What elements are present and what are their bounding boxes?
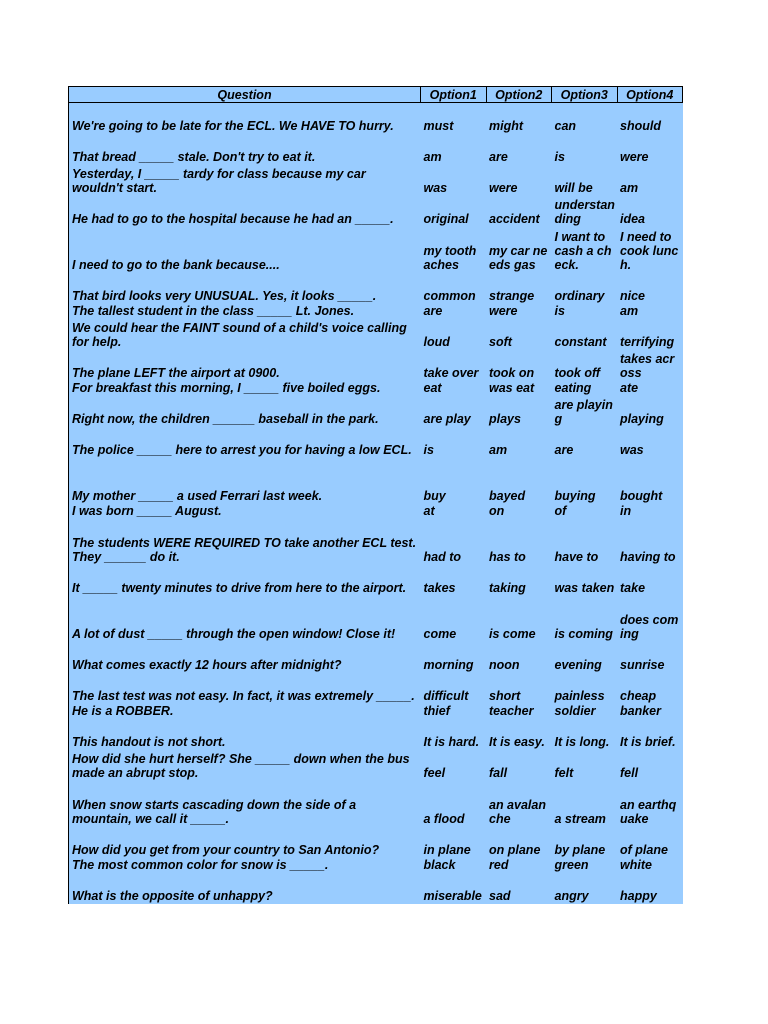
option2-cell: might (486, 103, 552, 134)
option2-cell: on (486, 504, 552, 519)
option2-cell: were (486, 165, 552, 196)
option1-cell: eat (421, 381, 487, 396)
option2-cell: on plane (486, 827, 552, 858)
option1-cell: must (421, 103, 487, 134)
option4-cell: white (617, 858, 683, 873)
option3-cell: ordinary (552, 273, 618, 304)
option4-cell: were (617, 134, 683, 165)
option4-cell: am (617, 165, 683, 196)
option2-cell: red (486, 858, 552, 873)
table-row (69, 873, 683, 904)
option1-cell: morning (421, 642, 487, 673)
question-cell: It _____ twenty minutes to drive from here to the airport. (69, 565, 421, 596)
option3-cell: have to (552, 519, 618, 565)
question-table (68, 86, 683, 904)
table-row (69, 781, 683, 827)
question-cell: Yesterday, I _____ tardy for class because my car wouldn't start. (69, 165, 421, 196)
header-row (69, 87, 683, 103)
question-cell: What is the opposite of unhappy? (69, 873, 421, 904)
option3-cell: I want to cash a check. (552, 227, 618, 273)
table-row (69, 827, 683, 858)
option1-cell: my tooth aches (421, 227, 487, 273)
option4-cell: banker (617, 704, 683, 719)
table-row (69, 673, 683, 704)
option1-cell: loud (421, 319, 487, 350)
question-cell: The plane LEFT the airport at 0900. (69, 350, 421, 381)
option3-cell: constant (552, 319, 618, 350)
option3-cell: are playing (552, 396, 618, 427)
option2-cell: am (486, 427, 552, 458)
option2-cell: noon (486, 642, 552, 673)
table-row (69, 134, 683, 165)
question-cell: How did she hurt herself? She _____ down when the bus made an abrupt stop. (69, 750, 421, 781)
table-row (69, 519, 683, 565)
option2-cell: an avalanche (486, 781, 552, 827)
option2-cell: taking (486, 565, 552, 596)
question-cell: We're going to be late for the ECL. We HAVE TO hurry. (69, 103, 421, 134)
option4-cell: having to (617, 519, 683, 565)
option1-cell: buy (421, 458, 487, 504)
option2-cell: strange (486, 273, 552, 304)
option3-cell: It is long. (552, 719, 618, 750)
table-row (69, 304, 683, 319)
question-cell: The police _____ here to arrest you for having a low ECL. (69, 427, 421, 458)
table-row (69, 273, 683, 304)
question-cell: How did you get from your country to San Antonio? (69, 827, 421, 858)
option4-cell: It is brief. (617, 719, 683, 750)
option4-cell: takes across (617, 350, 683, 381)
table-row (69, 227, 683, 273)
option1-cell: is (421, 427, 487, 458)
option1-cell: are (421, 304, 487, 319)
option4-cell: an earthquake (617, 781, 683, 827)
option1-cell: was (421, 165, 487, 196)
option3-cell: are (552, 427, 618, 458)
table-row (69, 381, 683, 396)
option3-cell: of (552, 504, 618, 519)
option4-cell: was (617, 427, 683, 458)
option4-cell: idea (617, 196, 683, 227)
option2-cell: fall (486, 750, 552, 781)
option2-cell: my car needs gas (486, 227, 552, 273)
option3-cell: evening (552, 642, 618, 673)
option2-cell: were (486, 304, 552, 319)
table-row (69, 642, 683, 673)
option3-cell: understanding (552, 196, 618, 227)
option2-cell: sad (486, 873, 552, 904)
option1-cell: at (421, 504, 487, 519)
question-cell: A lot of dust _____ through the open window! Close it! (69, 596, 421, 642)
option3-cell: felt (552, 750, 618, 781)
question-cell: I need to go to the bank because.... (69, 227, 421, 273)
option3-cell: green (552, 858, 618, 873)
option3-cell: a stream (552, 781, 618, 827)
option3-cell: was taken (552, 565, 618, 596)
option4-cell: in (617, 504, 683, 519)
option1-cell: It is hard. (421, 719, 487, 750)
table-row (69, 396, 683, 427)
option4-cell: sunrise (617, 642, 683, 673)
table-row (69, 196, 683, 227)
option1-cell: takes (421, 565, 487, 596)
option1-cell: had to (421, 519, 487, 565)
header-option4: Option4 (617, 87, 683, 103)
option1-cell: in plane (421, 827, 487, 858)
question-cell: I was born _____ August. (69, 504, 421, 519)
option2-cell: was eat (486, 381, 552, 396)
table-row (69, 750, 683, 781)
option1-cell: am (421, 134, 487, 165)
header-question: Question (69, 87, 421, 103)
option4-cell: playing (617, 396, 683, 427)
table-row (69, 319, 683, 350)
option3-cell: will be (552, 165, 618, 196)
table-row (69, 565, 683, 596)
option3-cell: angry (552, 873, 618, 904)
option2-cell: has to (486, 519, 552, 565)
option2-cell: bayed (486, 458, 552, 504)
option2-cell: soft (486, 319, 552, 350)
option3-cell: buying (552, 458, 618, 504)
header-option3: Option3 (552, 87, 618, 103)
question-cell: That bread _____ stale. Don't try to eat it. (69, 134, 421, 165)
option1-cell: thief (421, 704, 487, 719)
option4-cell: of plane (617, 827, 683, 858)
table-row (69, 103, 683, 134)
option1-cell: miserable (421, 873, 487, 904)
option3-cell: is coming (552, 596, 618, 642)
question-cell: This handout is not short. (69, 719, 421, 750)
table-row (69, 458, 683, 504)
option4-cell: take (617, 565, 683, 596)
table-row (69, 858, 683, 873)
option3-cell: soldier (552, 704, 618, 719)
option4-cell: should (617, 103, 683, 134)
option3-cell: took off (552, 350, 618, 381)
option3-cell: is (552, 304, 618, 319)
option2-cell: accident (486, 196, 552, 227)
option4-cell: happy (617, 873, 683, 904)
option3-cell: eating (552, 381, 618, 396)
option3-cell: painless (552, 673, 618, 704)
header-option1: Option1 (421, 87, 487, 103)
table-row (69, 704, 683, 719)
option4-cell: cheap (617, 673, 683, 704)
option1-cell: black (421, 858, 487, 873)
option1-cell: feel (421, 750, 487, 781)
question-cell: Right now, the children ______ baseball in the park. (69, 396, 421, 427)
option4-cell: bought (617, 458, 683, 504)
option3-cell: by plane (552, 827, 618, 858)
question-cell: My mother _____ a used Ferrari last week. (69, 458, 421, 504)
question-cell: He is a ROBBER. (69, 704, 421, 719)
option1-cell: come (421, 596, 487, 642)
option4-cell: terrifying (617, 319, 683, 350)
option1-cell: difficult (421, 673, 487, 704)
table-row (69, 596, 683, 642)
question-cell: The students WERE REQUIRED TO take another ECL test. They ______ do it. (69, 519, 421, 565)
table-row (69, 504, 683, 519)
option1-cell: take over (421, 350, 487, 381)
question-cell: The most common color for snow is _____. (69, 858, 421, 873)
table-row (69, 350, 683, 381)
option3-cell: can (552, 103, 618, 134)
option4-cell: nice (617, 273, 683, 304)
option1-cell: common (421, 273, 487, 304)
question-cell: We could hear the FAINT sound of a child's voice calling for help. (69, 319, 421, 350)
option4-cell: I need to cook lunch. (617, 227, 683, 273)
table-row (69, 165, 683, 196)
option3-cell: is (552, 134, 618, 165)
option2-cell: It is easy. (486, 719, 552, 750)
question-cell: What comes exactly 12 hours after midnight? (69, 642, 421, 673)
option4-cell: fell (617, 750, 683, 781)
option2-cell: teacher (486, 704, 552, 719)
header-option2: Option2 (486, 87, 552, 103)
option2-cell: short (486, 673, 552, 704)
table-row (69, 427, 683, 458)
question-cell: When snow starts cascading down the side of a mountain, we call it _____. (69, 781, 421, 827)
option4-cell: ate (617, 381, 683, 396)
question-cell: For breakfast this morning, I _____ five boiled eggs. (69, 381, 421, 396)
question-cell: That bird looks very UNUSUAL. Yes, it looks _____. (69, 273, 421, 304)
option1-cell: original (421, 196, 487, 227)
option1-cell: are play (421, 396, 487, 427)
question-cell: He had to go to the hospital because he had an _____. (69, 196, 421, 227)
option2-cell: is come (486, 596, 552, 642)
table-row (69, 719, 683, 750)
option1-cell: a flood (421, 781, 487, 827)
option4-cell: am (617, 304, 683, 319)
option2-cell: took on (486, 350, 552, 381)
option2-cell: plays (486, 396, 552, 427)
question-cell: The last test was not easy. In fact, it was extremely _____. (69, 673, 421, 704)
option4-cell: does coming (617, 596, 683, 642)
option2-cell: are (486, 134, 552, 165)
question-cell: The tallest student in the class _____ Lt. Jones. (69, 304, 421, 319)
